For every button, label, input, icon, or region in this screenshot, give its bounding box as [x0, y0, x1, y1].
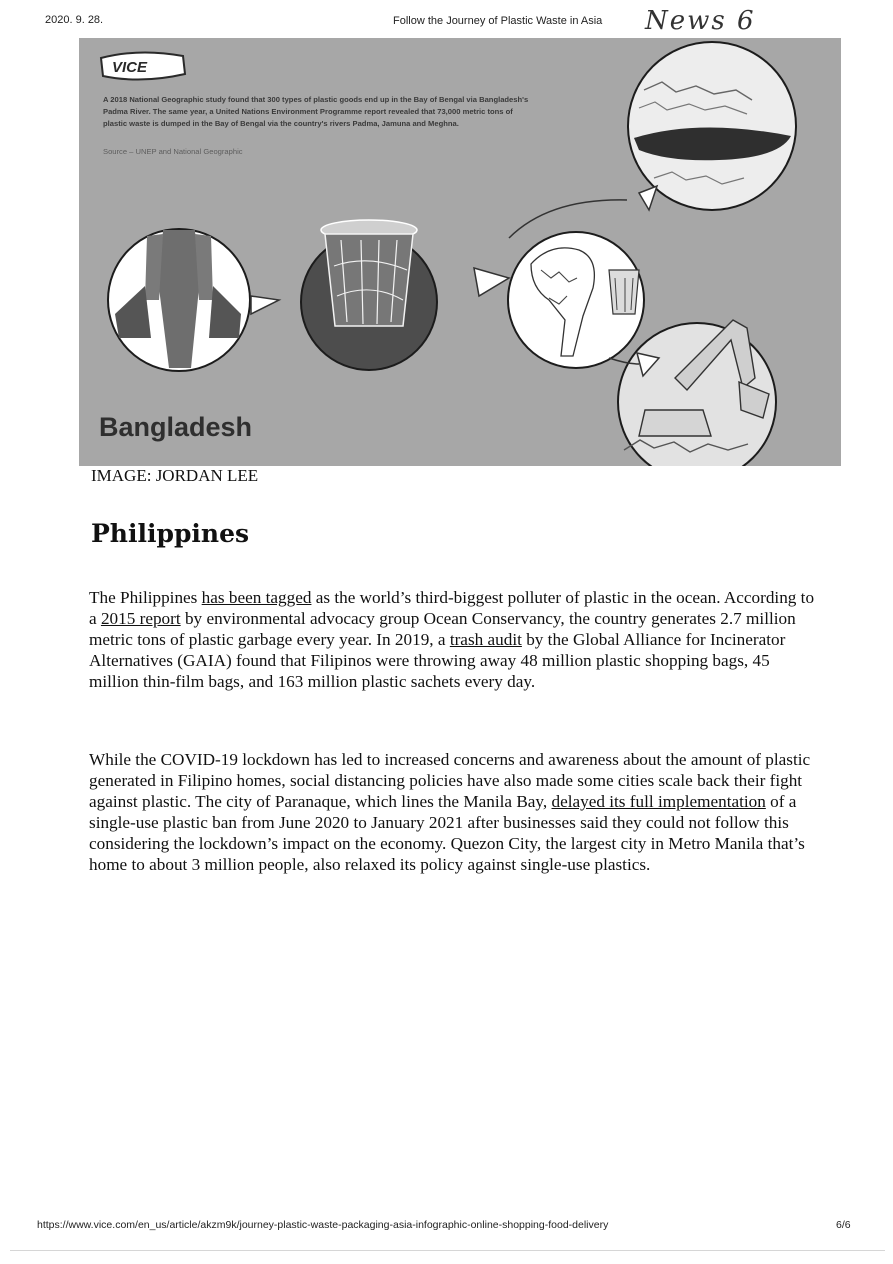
- p2-text-1: While the COVID-19 lockdown has led to increased concerns and awareness about the amount of plastic generated in Filipino homes, social distancing policies have also made some cities scale back their fight against plastic. The city of Paranaque, which lines the Manila Bay,: [89, 750, 811, 811]
- river-circle: [628, 42, 796, 210]
- header-date: 2020. 9. 28.: [45, 14, 104, 26]
- arrow-right-2: [474, 268, 509, 296]
- vice-logo-text: VICE: [112, 59, 148, 76]
- infographic-source: Source – UNEP and National Geographic: [103, 147, 243, 156]
- paragraph-2: [89, 749, 819, 875]
- excavator-circle: [618, 320, 776, 466]
- link-trash-audit[interactable]: trash audit: [449, 630, 522, 649]
- header-title: Follow the Journey of Plastic Waste in Asia: [393, 15, 603, 27]
- arrow-right-1: [251, 296, 279, 314]
- footer-url: https://www.vice.com/en_us/article/akzm9k/journey-plastic-waste-packaging-asia-infographic-online-shopping-food-delivery: [37, 1219, 609, 1231]
- footer-page-number: 6/6: [836, 1219, 851, 1231]
- link-2015-report[interactable]: 2015 report: [100, 609, 181, 628]
- p1-text-4: by the Global Alliance for Incinerator Alternatives (GAIA) found that Filipinos were throwing away 48 million plastic shopping bags, 45 million thin-film bags, and 163 million plastic sachets every day.: [89, 630, 786, 691]
- p1-text-1: The Philippines: [89, 588, 202, 607]
- arrow-up: [639, 186, 657, 210]
- paragraph-1: [89, 587, 819, 692]
- infographic-image: [79, 38, 841, 466]
- infographic-description: A 2018 National Geographic study found that 300 types of plastic goods end up in the Bay of Bengal via Bangladesh's Padma River. The same year, a United Nations Environment Programme report revealed that 73,000 metric tons of plastic waste is dumped in the Bay of Bengal via the country's rivers Padma, Jamuna and Meghna.: [103, 95, 529, 128]
- waste-picker-circle: [508, 232, 644, 368]
- link-delayed-implementation[interactable]: delayed its full implementation: [551, 792, 766, 811]
- p2-text-2: of a single-use plastic ban from June 2020 to January 2021 after businesses said they could not follow this considering the lockdown’s impact on the economy. Quezon City, the largest city in Metro Manila that’s home to about 3 million people, also relaxed its policy against single-use plastics.: [89, 792, 805, 874]
- p1-text-3: by environmental advocacy group Ocean Conservancy, the country generates 2.7 million metric tons of plastic garbage every year. In 2019, a: [89, 609, 796, 649]
- trash-bin-circle: [301, 220, 437, 370]
- person-circle: [108, 229, 250, 371]
- vice-logo: [101, 52, 185, 79]
- link-has-been-tagged[interactable]: has been tagged: [201, 588, 312, 607]
- infographic-country-label: Bangladesh: [99, 412, 253, 442]
- section-title: Philippines: [91, 519, 250, 548]
- image-caption: IMAGE: JORDAN LEE: [91, 466, 259, 485]
- scan-edge-line: [10, 1250, 885, 1251]
- handwritten-note: News 6: [645, 6, 756, 36]
- p1-text-2: as the world’s third-biggest polluter of plastic in the ocean. According to a: [89, 588, 815, 628]
